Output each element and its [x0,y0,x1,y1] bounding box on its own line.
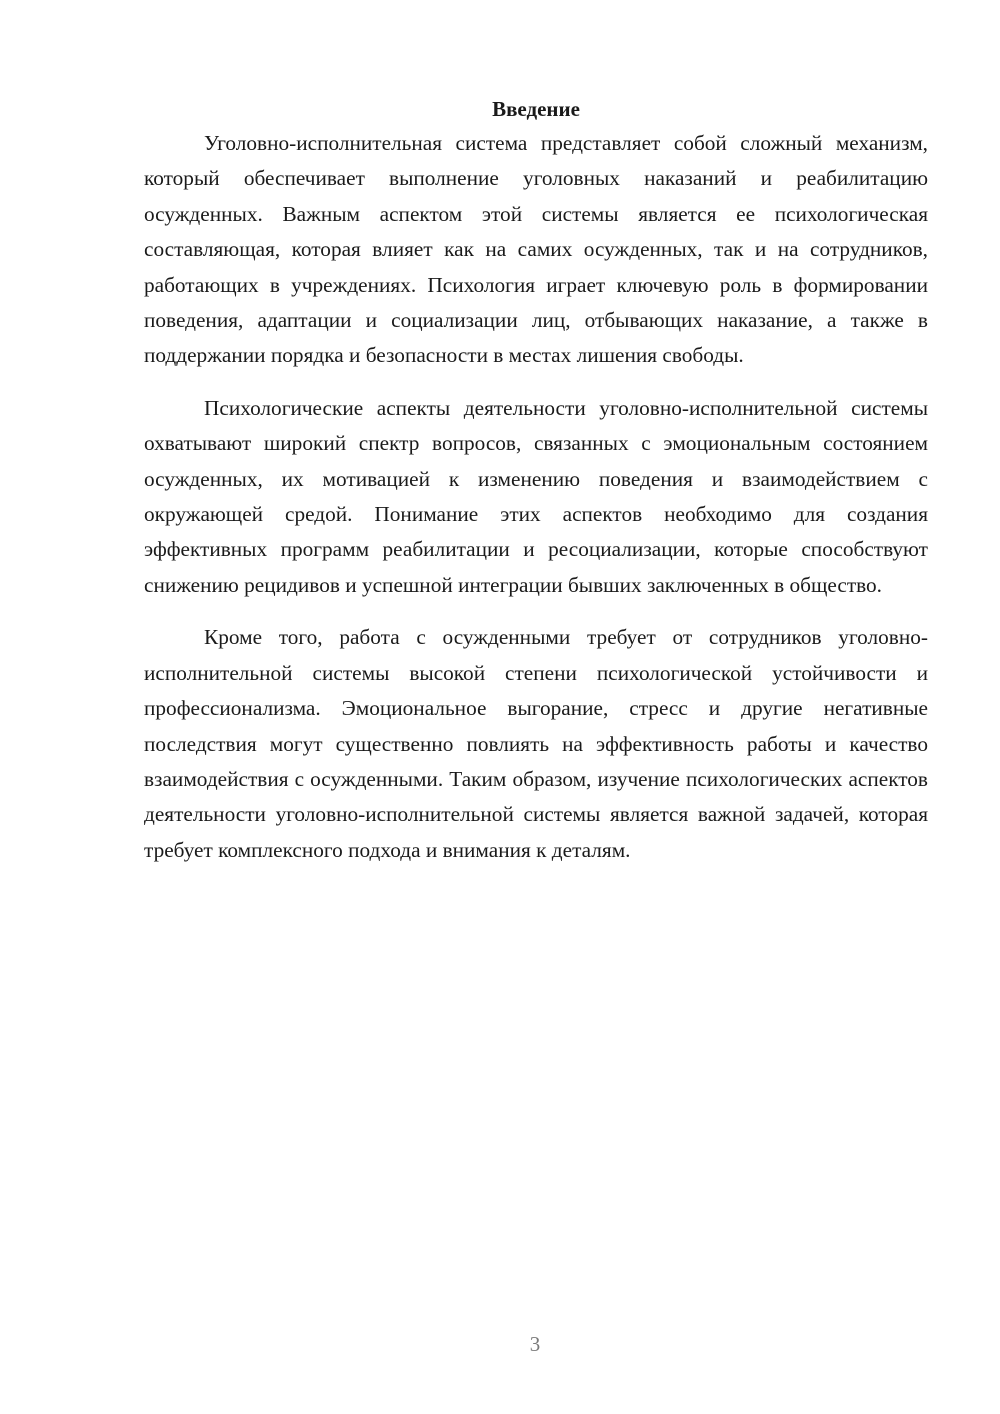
paragraph-2: Психологические аспекты деятельности уголовно-исполнительной системы охватывают широкий спектр вопросов, связанных с эмоциональным состоянием осужденных, их мотивацией к изменению поведения и взаимодействием с окружающей средой. Понимание этих аспектов необходимо для создания эффективных программ реабилитации и ресоциализации, которые способствуют снижению рецидивов и успешной интеграции бывших заключенных в общество. [144,395,928,597]
page-content [144,92,928,885]
paragraph-1: Уголовно-исполнительная система представляет собой сложный механизм, который обеспечивает выполнение уголовных наказаний и реабилитацию осужденных. Важным аспектом этой системы является ее психологическая составляющая, которая влияет как на самих осужденных, так и на сотрудников, работающих в учреждениях. Психология играет ключевую роль в формировании поведения, адаптации и социализации лиц, отбывающих наказание, а также в поддержании порядка и безопасности в местах лишения свободы. [144,131,928,368]
page-number: 3 [529,1332,541,1356]
section-heading: Введение [492,97,580,121]
paragraph-3: Кроме того, работа с осужденными требует от сотрудников уголовно-исполнительной системы высокой степени психологической устойчивости и профессионализма. Эмоциональное выгорание, стресс и другие негативные последствия могут существенно повлиять на эффективность работы и качество взаимодействия с осужденными. Таким образом, изучение психологических аспектов деятельности уголовно-исполнительной системы является важной задачей, которая требует комплексного подхода и внимания к деталям. [144,625,928,862]
